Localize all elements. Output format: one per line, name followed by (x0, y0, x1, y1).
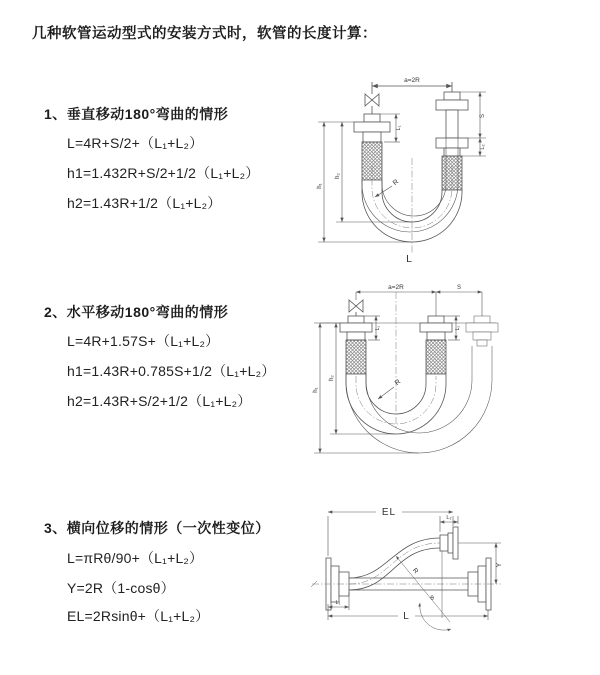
section-2-formula-h1: h1=1.43R+0.785S+1/2（L₁+L₂） (67, 363, 276, 379)
radius-leader (375, 186, 392, 197)
braided-hose-middle (426, 340, 446, 374)
dim-label-h1: h₁ (317, 183, 323, 189)
diagram-horizontal-180-bend (300, 280, 595, 470)
section-1-formula-h1: h1=1.432R+S/2+1/2（L₁+L₂） (67, 165, 260, 181)
section-2-formula-h2: h2=1.43R+S/2+1/2（L₁+L₂） (67, 393, 252, 409)
dim-label-r: R (393, 378, 403, 388)
dim-label-r: R (391, 178, 401, 188)
s-curve-hose (349, 538, 440, 590)
dim-label-l2: L₂ (455, 325, 461, 331)
upper-flange (440, 527, 458, 559)
dim-label-l: L (406, 253, 412, 265)
dim-label-el: EL (381, 507, 397, 518)
section-1-heading: 1、垂直移动180°弯曲的情形 (44, 106, 229, 122)
radius-leader (378, 387, 394, 399)
dim-label-s: S (480, 113, 486, 119)
middle-pipe-fitting (420, 316, 452, 374)
u-hose-position-2 (346, 346, 492, 453)
section-2-heading: 2、水平移动180°弯曲的情形 (44, 304, 229, 320)
braided-hose-left (362, 142, 382, 180)
dim-label-h2: h₂ (335, 173, 341, 179)
dim-label-y: Y (496, 562, 503, 568)
dim-label-h1: h₁ (313, 387, 319, 393)
dim-label-a2r: a=2R (388, 284, 404, 291)
right-pipe-fitting-moved (466, 316, 498, 346)
dim-label-l1: L₁ (396, 125, 402, 131)
diagram-vertical-180-bend (300, 66, 595, 271)
dim-label-l1: L₁ (375, 325, 381, 331)
dim-a2r-s (356, 292, 482, 316)
section-2-formula-L: L=4R+1.57S+（L₁+L₂） (67, 333, 220, 349)
section-1-formula-L: L=4R+S/2+（L₁+L₂） (67, 135, 204, 151)
dim-label-a2r: a=2R (404, 77, 420, 84)
dim-label-theta: θ (430, 595, 434, 602)
section-3-formula-Y: Y=2R（1-cosθ） (67, 580, 175, 596)
left-pipe-fitting (340, 316, 372, 374)
section-1-formula-h2: h2=1.43R+1/2（L₁+L₂） (67, 195, 222, 211)
section-3-formula-EL: EL=2Rsinθ+（L₁+L₂） (67, 608, 210, 624)
dim-el (328, 512, 453, 556)
dim-label-l: L (403, 611, 409, 622)
dim-label-l1: L₁ (335, 600, 341, 606)
dim-label-s: S (456, 285, 462, 291)
dim-label-r: R (410, 567, 420, 576)
dim-label-h2: h₂ (329, 375, 335, 381)
valve-icon (349, 300, 363, 316)
section-3-formula-L: L=πRθ/90+（L₁+L₂） (67, 550, 204, 566)
section-3-heading: 3、横向位移的情形（一次性变位） (44, 520, 270, 536)
valve-icon (365, 94, 379, 114)
dim-label-l2: L₂ (480, 144, 486, 150)
dim-label-l2: L₂ (446, 515, 452, 521)
page-title: 几种软管运动型式的安装方式时，软管的长度计算： (32, 26, 377, 42)
braided-hose-left (346, 340, 366, 374)
diagram-lateral-displacement (300, 500, 595, 660)
